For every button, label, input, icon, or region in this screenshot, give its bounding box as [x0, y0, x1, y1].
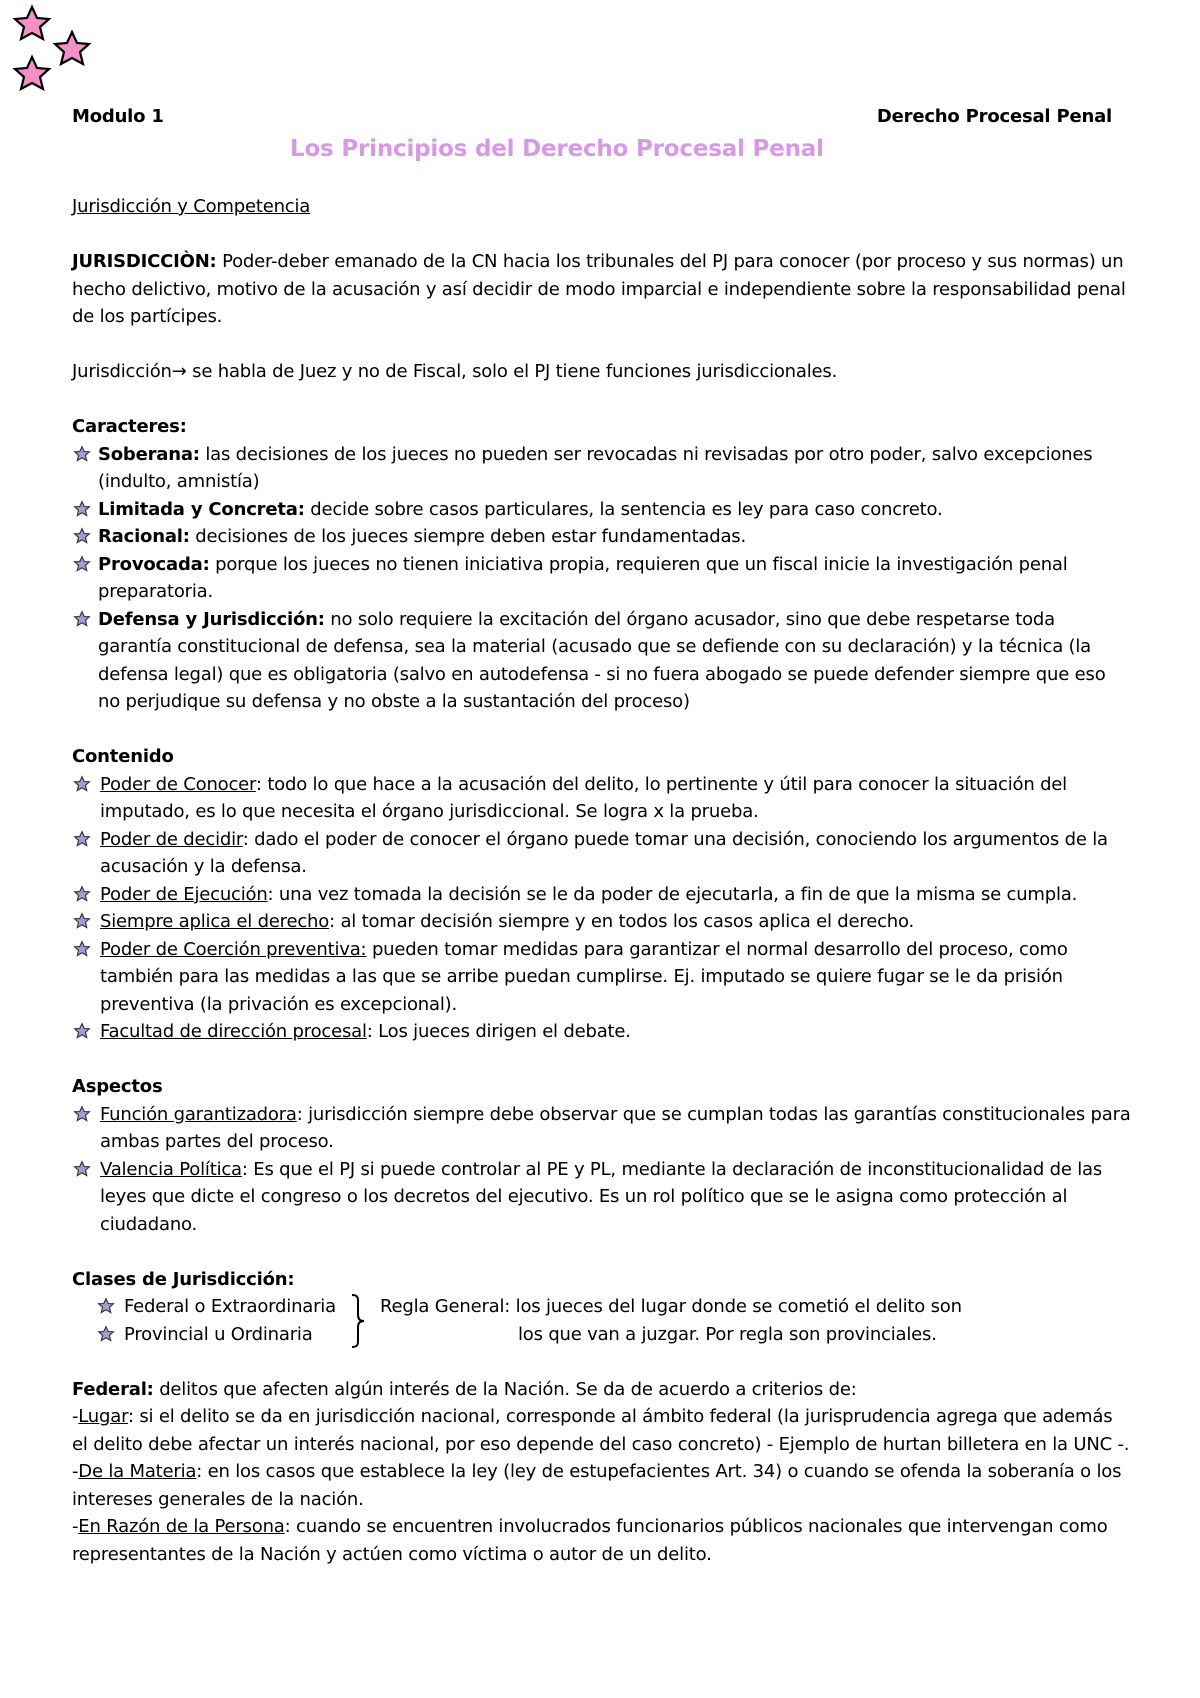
item-term: Defensa y Jurisdicción: [98, 608, 325, 630]
item-text: porque los jueces no tienen iniciativa propia, requieren que un fiscal inicie la investigación penal preparatoria. [98, 553, 1068, 602]
star-bullet-icon [72, 885, 92, 903]
item-text: Provincial u Ordinaria [124, 1323, 313, 1345]
list-item [72, 826, 1132, 881]
item-term: Soberana: [98, 443, 200, 465]
star-bullet-icon [72, 912, 92, 930]
criterio-prefix: - [72, 1516, 79, 1537]
document-title: Los Principios del Derecho Procesal Penal [290, 136, 824, 162]
item-term: Función garantizadora [100, 1103, 297, 1125]
note-text: se habla de Juez y no de Fiscal, solo el PJ tiene funciones jurisdiccionales. [186, 361, 838, 382]
list-item [72, 441, 1132, 496]
federal-term: Federal: [72, 1378, 154, 1400]
definition-text: Poder-deber emanado de la CN hacia los tribunales del PJ para conocer (por proceso y sus normas) un hecho delictivo, motivo de la acusación y así decidir de modo imparcial e independiente sobre la responsabilidad penal de los partícipes. [72, 251, 1126, 327]
clases-block [72, 1293, 1132, 1348]
item-text: decide sobre casos particulares, la sentencia es ley para caso concreto. [304, 498, 943, 520]
decorative-stars-icon [10, 2, 96, 94]
list-item [72, 523, 1132, 551]
document-body [72, 193, 1132, 1568]
item-text: : jurisdicción siempre debe observar que se cumplan todas las garantías constitucionales para ambas partes del proceso. [100, 1103, 1131, 1152]
criterio-term: De la Materia [78, 1461, 197, 1482]
item-term: Facultad de dirección procesal [100, 1021, 367, 1042]
item-text: : dado el poder de conocer el órgano puede tomar una decisión, conociendo los argumentos de la acusación y la defensa. [100, 828, 1108, 877]
star-bullet-icon [96, 1325, 116, 1343]
item-text: las decisiones de los jueces no pueden ser revocadas ni revisadas por otro poder, salvo excepciones (indulto, amnistía) [98, 443, 1093, 492]
list-item [72, 908, 1132, 936]
definition-term: JURISDICCIÒN: [72, 251, 217, 272]
list-item [72, 551, 1132, 606]
contenido-list [72, 771, 1132, 1046]
item-text: : Los jueces dirigen el debate. [366, 1021, 631, 1042]
star-bullet-icon [72, 610, 92, 628]
criterio-paragraph [72, 1403, 1132, 1458]
definition-paragraph [72, 248, 1132, 331]
note-term: Jurisdicción [72, 361, 172, 382]
list-item [96, 1293, 336, 1321]
module-label: Modulo 1 [72, 106, 164, 127]
section-title: Jurisdicción y Competencia [72, 196, 311, 217]
federal-paragraph [72, 1376, 1132, 1404]
item-term: Valencia Política [100, 1158, 242, 1180]
star-bullet-icon [72, 1160, 92, 1178]
federal-text: delitos que afecten algún interés de la Nación. Se da de acuerdo a criterios de: [153, 1378, 857, 1400]
item-text: Federal o Extraordinaria [124, 1296, 336, 1317]
list-item [72, 771, 1132, 826]
item-term: Poder de Conocer [100, 773, 256, 795]
list-item [72, 1018, 1132, 1046]
criterio-prefix: - [72, 1461, 79, 1482]
aspectos-heading: Aspectos [72, 1076, 163, 1097]
star-bullet-icon [72, 830, 92, 848]
list-item [72, 936, 1132, 1019]
star-bullet-icon [72, 1022, 92, 1040]
star-bullet-icon [72, 500, 92, 518]
item-text: : una vez tomada la decisión se le da poder de ejecutarla, a fin de que la misma se cumpla. [267, 883, 1078, 905]
page-header [72, 106, 1112, 132]
item-term: Racional: [98, 526, 190, 547]
note-paragraph [72, 358, 1132, 386]
criterio-text: : si el delito se da en jurisdicción nacional, corresponde al ámbito federal (la jurisprudencia agrega que además el delito debe afectar un interés nacional, por eso depende del caso concreto) - Ejemplo de hurtan billetera en la UNC -. [72, 1406, 1130, 1455]
arrow-icon: → [171, 361, 187, 382]
caracteres-list [72, 441, 1132, 716]
star-bullet-icon [72, 555, 92, 573]
item-text: decisiones de los jueces siempre deben estar fundamentadas. [189, 526, 747, 547]
item-text: : todo lo que hace a la acusación del delito, lo pertinente y útil para conocer la situación del imputado, es lo que necesita el órgano jurisdiccional. Se logra x la prueba. [100, 773, 1067, 822]
item-term: Poder de Ejecución [100, 883, 268, 905]
criterio-paragraph [72, 1458, 1132, 1513]
star-bullet-icon [96, 1297, 116, 1315]
item-term: Limitada y Concreta: [98, 498, 305, 520]
criterio-text: : cuando se encuentren involucrados funcionarios públicos nacionales que intervengan como representantes de la Nación y actúen como víctima o autor de un delito. [72, 1516, 1108, 1565]
subject-label: Derecho Procesal Penal [876, 106, 1112, 127]
criterio-text: : en los casos que establece la ley (ley de estupefacientes Art. 34) o cuando se ofenda la soberanía o los intereses generales de la nación. [72, 1461, 1122, 1510]
caracteres-heading: Caracteres: [72, 416, 187, 437]
contenido-heading: Contenido [72, 746, 174, 767]
item-term: Siempre aplica el derecho [100, 911, 330, 932]
item-term: Provocada: [98, 553, 210, 575]
item-text: no solo requiere la excitación del órgano acusador, sino que debe respetarse toda garantía constitucional de defensa, sea la material (acusado que se defiende con su declaración) y la técnica (la defensa legal) que es obligatoria (salvo en autodefensa - si no fuera abogado se puede defender siempre que eso no perjudique su defensa y no obste a la sustantación del proceso) [98, 608, 1106, 712]
star-bullet-icon [72, 940, 92, 958]
regla-general-line1: Regla General: los jueces del lugar donde se cometió el delito son [380, 1296, 962, 1317]
star-bullet-icon [72, 527, 92, 545]
star-bullet-icon [72, 1105, 92, 1123]
list-item [96, 1321, 336, 1349]
list-item [72, 881, 1132, 909]
criterio-term: En Razón de la Persona [78, 1516, 285, 1537]
list-item [72, 1156, 1132, 1239]
right-brace-icon [350, 1293, 366, 1349]
item-term: Poder de Coerción preventiva: [100, 938, 367, 960]
list-item [72, 1101, 1132, 1156]
item-text: pueden tomar medidas para garantizar el normal desarrollo del proceso, como también para las medidas a las que se arribe puedan cumplirse. Ej. imputado se quiere fugar se le da prisión preventiva (la privación es excepcional). [100, 938, 1068, 1015]
list-item [72, 606, 1132, 716]
item-text: : al tomar decisión siempre y en todos los casos aplica el derecho. [329, 911, 915, 932]
criterio-paragraph [72, 1513, 1132, 1568]
aspectos-list [72, 1101, 1132, 1239]
criterio-prefix: - [72, 1406, 79, 1427]
star-bullet-icon [72, 445, 92, 463]
regla-general-line2: los que van a juzgar. Por regla son provinciales. [518, 1323, 937, 1345]
criterio-term: Lugar [78, 1406, 128, 1427]
list-item [72, 496, 1132, 524]
item-term: Poder de decidir [100, 828, 243, 850]
item-text: : Es que el PJ si puede controlar al PE y PL, mediante la declaración de inconstitucionalidad de las leyes que dicte el congreso o los decretos del ejecutivo. Es un rol político que se le asigna como protección al ciudadano. [100, 1158, 1103, 1235]
clases-heading: Clases de Jurisdicción: [72, 1268, 295, 1290]
star-bullet-icon [72, 775, 92, 793]
